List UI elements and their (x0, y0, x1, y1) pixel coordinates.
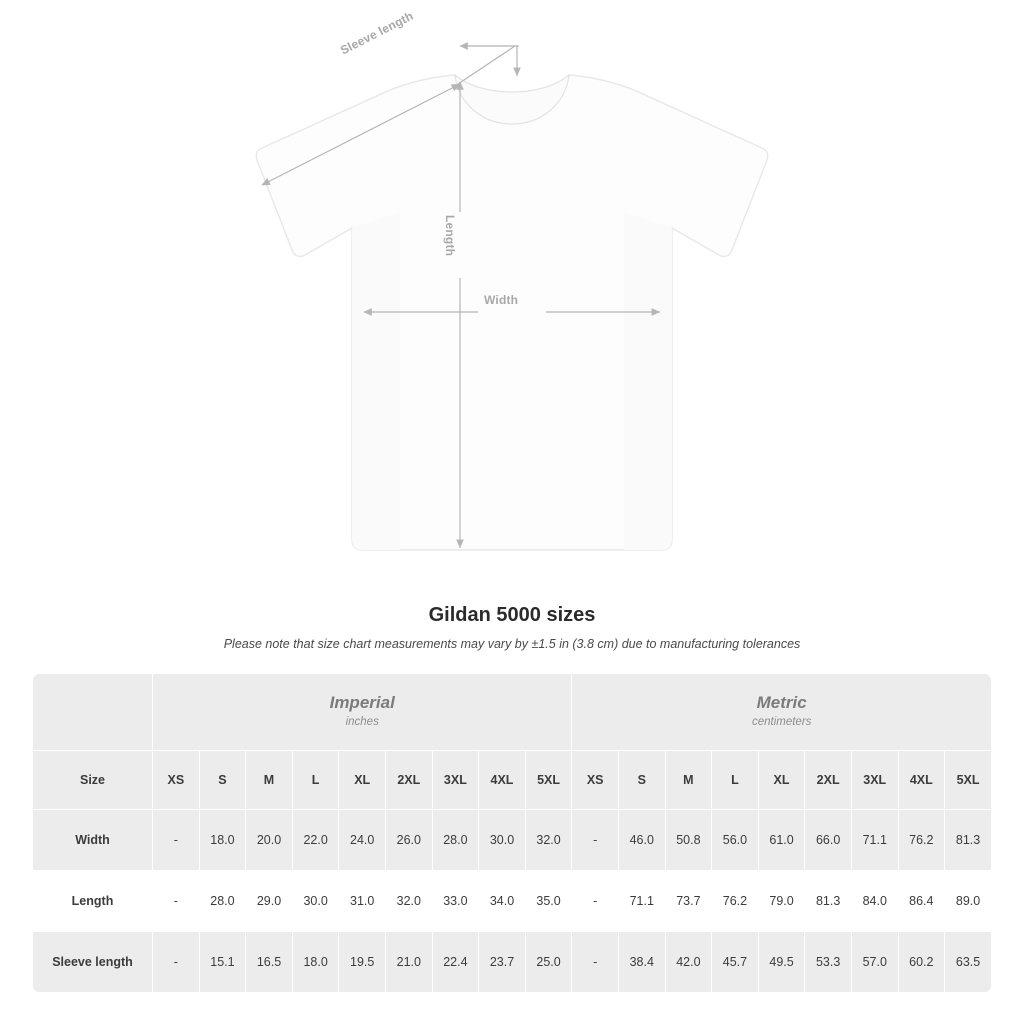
size-header-metric-s: S (618, 751, 665, 810)
cell-width-metric-5xl: 81.3 (945, 810, 992, 871)
cell-sleeve-metric-3xl: 57.0 (851, 932, 898, 993)
cell-length-imperial-4xl: 34.0 (479, 871, 526, 932)
table-row (33, 932, 992, 993)
size-header-imperial-3xl: 3XL (432, 751, 479, 810)
unit-header-row (33, 674, 992, 751)
size-header-metric-xl: XL (758, 751, 805, 810)
unit-name-metric: Metric (756, 693, 807, 712)
cell-sleeve-metric-l: 45.7 (712, 932, 759, 993)
cell-width-metric-xl: 61.0 (758, 810, 805, 871)
cell-sleeve-imperial-s: 15.1 (199, 932, 246, 993)
cell-width-imperial-xl: 24.0 (339, 810, 386, 871)
cell-length-metric-m: 73.7 (665, 871, 712, 932)
cell-length-metric-3xl: 84.0 (851, 871, 898, 932)
size-table (32, 673, 992, 993)
size-header-metric-3xl: 3XL (851, 751, 898, 810)
cell-sleeve-metric-s: 38.4 (618, 932, 665, 993)
cell-sleeve-imperial-5xl: 25.0 (525, 932, 572, 993)
size-table-wrapper (32, 673, 992, 993)
cell-length-metric-2xl: 81.3 (805, 871, 852, 932)
cell-sleeve-metric-xs: - (572, 932, 619, 993)
cell-sleeve-imperial-2xl: 21.0 (386, 932, 433, 993)
size-header-metric-2xl: 2XL (805, 751, 852, 810)
cell-width-metric-2xl: 66.0 (805, 810, 852, 871)
cell-sleeve-metric-5xl: 63.5 (945, 932, 992, 993)
width-label: Width (484, 293, 519, 307)
cell-sleeve-imperial-l: 18.0 (292, 932, 339, 993)
table-row (33, 810, 992, 871)
tshirt-shape (256, 75, 768, 550)
unit-header-metric (572, 674, 992, 751)
size-header-imperial-l: L (292, 751, 339, 810)
cell-width-imperial-2xl: 26.0 (386, 810, 433, 871)
cell-sleeve-metric-2xl: 53.3 (805, 932, 852, 993)
cell-length-imperial-5xl: 35.0 (525, 871, 572, 932)
cell-sleeve-metric-xl: 49.5 (758, 932, 805, 993)
cell-width-imperial-m: 20.0 (246, 810, 293, 871)
cell-length-metric-xl: 79.0 (758, 871, 805, 932)
cell-sleeve-metric-m: 42.0 (665, 932, 712, 993)
size-header-imperial-xs: XS (153, 751, 200, 810)
cell-sleeve-imperial-xs: - (153, 932, 200, 993)
row-label-sleeve-length: Sleeve length (33, 932, 153, 993)
cell-length-imperial-xl: 31.0 (339, 871, 386, 932)
length-label: Length (443, 215, 457, 257)
size-header-metric-m: M (665, 751, 712, 810)
cell-width-metric-s: 46.0 (618, 810, 665, 871)
unit-header-imperial (153, 674, 572, 751)
cell-length-imperial-s: 28.0 (199, 871, 246, 932)
cell-length-imperial-3xl: 33.0 (432, 871, 479, 932)
sleeve-length-label: Sleeve length (338, 8, 416, 58)
cell-width-metric-4xl: 76.2 (898, 810, 945, 871)
size-header-metric-l: L (712, 751, 759, 810)
row-label-length: Length (33, 871, 153, 932)
size-header-imperial-xl: XL (339, 751, 386, 810)
cell-sleeve-imperial-m: 16.5 (246, 932, 293, 993)
size-header-metric-5xl: 5XL (945, 751, 992, 810)
size-header-imperial-2xl: 2XL (386, 751, 433, 810)
size-header-imperial-4xl: 4XL (479, 751, 526, 810)
cell-width-imperial-l: 22.0 (292, 810, 339, 871)
cell-length-imperial-l: 30.0 (292, 871, 339, 932)
size-header-imperial-m: M (246, 751, 293, 810)
cell-width-metric-l: 56.0 (712, 810, 759, 871)
table-row (33, 871, 992, 932)
cell-sleeve-imperial-3xl: 22.4 (432, 932, 479, 993)
cell-width-imperial-4xl: 30.0 (479, 810, 526, 871)
cell-width-imperial-3xl: 28.0 (432, 810, 479, 871)
cell-length-metric-xs: - (572, 871, 619, 932)
cell-length-metric-s: 71.1 (618, 871, 665, 932)
cell-length-imperial-2xl: 32.0 (386, 871, 433, 932)
unit-sub-imperial: inches (345, 716, 379, 728)
corner-cell (33, 674, 153, 751)
title-block (0, 604, 1024, 651)
cell-width-metric-m: 50.8 (665, 810, 712, 871)
cell-length-metric-4xl: 86.4 (898, 871, 945, 932)
cell-length-metric-5xl: 89.0 (945, 871, 992, 932)
size-header-imperial-s: S (199, 751, 246, 810)
cell-sleeve-imperial-4xl: 23.7 (479, 932, 526, 993)
size-header-cell: Size (33, 751, 153, 810)
size-header-metric-4xl: 4XL (898, 751, 945, 810)
tolerance-note: Please note that size chart measurements may vary by ±1.5 in (3.8 cm) due to manufacturing tolerances (223, 637, 801, 651)
cell-width-metric-xs: - (572, 810, 619, 871)
size-header-row (33, 751, 992, 810)
unit-sub-metric: centimeters (751, 716, 812, 728)
cell-width-metric-3xl: 71.1 (851, 810, 898, 871)
cell-sleeve-imperial-xl: 19.5 (339, 932, 386, 993)
cell-width-imperial-5xl: 32.0 (525, 810, 572, 871)
page-title: Gildan 5000 sizes (428, 604, 596, 626)
cell-width-imperial-s: 18.0 (199, 810, 246, 871)
cell-width-imperial-xs: - (153, 810, 200, 871)
size-header-imperial-5xl: 5XL (525, 751, 572, 810)
size-header-metric-xs: XS (572, 751, 619, 810)
cell-sleeve-metric-4xl: 60.2 (898, 932, 945, 993)
unit-name-imperial: Imperial (329, 693, 395, 712)
cell-length-metric-l: 76.2 (712, 871, 759, 932)
row-label-width: Width (33, 810, 153, 871)
cell-length-imperial-xs: - (153, 871, 200, 932)
cell-length-imperial-m: 29.0 (246, 871, 293, 932)
